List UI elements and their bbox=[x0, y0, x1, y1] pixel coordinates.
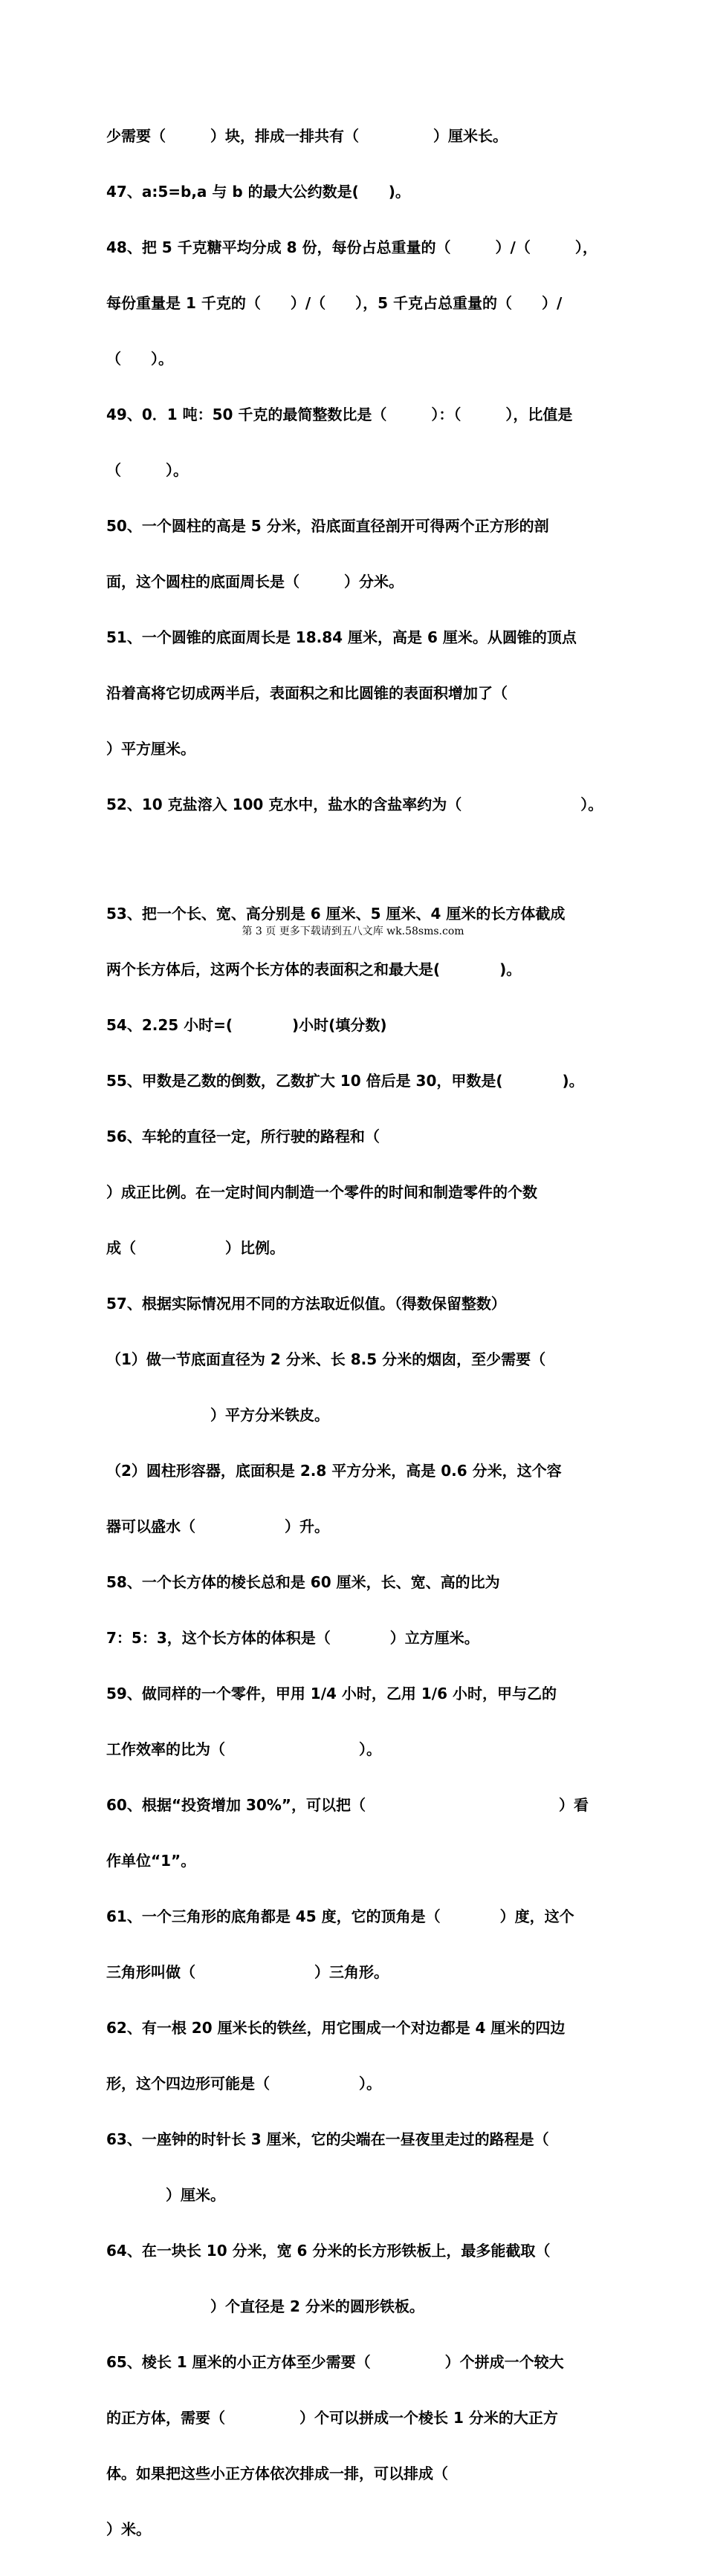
document-body bbox=[106, 90, 612, 2576]
text-line: （ ）。 bbox=[106, 461, 188, 479]
question-60: 60、根据“投资增加 30%”，可以把（ ）看 bbox=[106, 1796, 589, 1814]
text-line: （ ）。 bbox=[106, 350, 173, 368]
question-50: 50、一个圆柱的高是 5 分米，沿底面直径剖开可得两个正方形的剖 bbox=[106, 517, 549, 535]
text-line: ）成正比例。在一定时间内制造一个零件的时间和制造零件的个数 bbox=[106, 1183, 537, 1201]
blank-line bbox=[106, 851, 612, 868]
text-line: 沿着高将它切成两半后，表面积之和比圆锥的表面积增加了（ bbox=[106, 684, 508, 702]
text-line: 形，这个四边形可能是（ ）。 bbox=[106, 2075, 381, 2092]
question-59: 59、做同样的一个零件，甲用 1/4 小时，乙用 1/6 小时，甲与乙的 bbox=[106, 1685, 557, 1702]
question-64: 64、在一块长 10 分米，宽 6 分米的长方形铁板上，最多能截取（ bbox=[106, 2242, 551, 2260]
question-65: 65、棱长 1 厘米的小正方体至少需要（ ）个拼成一个较大 bbox=[106, 2353, 564, 2371]
text-line: ）平方厘米。 bbox=[106, 740, 195, 758]
text-line: （1）做一节底面直径为 2 分米、长 8.5 分米的烟囱，至少需要（ bbox=[106, 1350, 546, 1368]
question-56: 56、车轮的直径一定，所行驶的路程和（ bbox=[106, 1128, 380, 1145]
text-line: ）米。 bbox=[106, 2520, 151, 2538]
text-line: 成（ ）比例。 bbox=[106, 1239, 285, 1257]
question-62: 62、有一根 20 厘米长的铁丝，用它围成一个对边都是 4 厘米的四边 bbox=[106, 2019, 566, 2037]
text-line: 作单位“1”。 bbox=[106, 1852, 196, 1870]
text-line: ）厘米。 bbox=[106, 2186, 225, 2204]
question-55: 55、甲数是乙数的倒数，乙数扩大 10 倍后是 30，甲数是( )。 bbox=[106, 1072, 584, 1090]
text-line: 体。如果把这些小正方体依次排成一排，可以排成（ bbox=[106, 2465, 448, 2482]
question-48: 48、把 5 千克糖平均分成 8 份，每份占总重量的（ ）/（ ）， bbox=[106, 238, 597, 256]
text-line: 两个长方体后，这两个长方体的表面积之和最大是( )。 bbox=[106, 960, 522, 978]
text-line: 少需要（ ）块，排成一排共有（ ）厘米长。 bbox=[106, 127, 508, 145]
text-line: 的正方体，需要（ ）个可以拼成一个棱长 1 分米的大正方 bbox=[106, 2409, 558, 2427]
text-line: ）平方分米铁皮。 bbox=[106, 1406, 329, 1424]
question-61: 61、一个三角形的底角都是 45 度，它的顶角是（ ）度，这个 bbox=[106, 1907, 574, 1925]
question-47: 47、a:5=b,a 与 b 的最大公约数是( )。 bbox=[106, 183, 410, 201]
question-58: 58、一个长方体的棱长总和是 60 厘米，长、宽、高的比为 bbox=[106, 1573, 500, 1591]
text-line: 7：5：3，这个长方体的体积是（ ）立方厘米。 bbox=[106, 1629, 479, 1647]
text-line: 器可以盛水（ ）升。 bbox=[106, 1518, 329, 1535]
text-line: ）个直径是 2 分米的圆形铁板。 bbox=[106, 2297, 424, 2315]
text-line: 三角形叫做（ ）三角形。 bbox=[106, 1963, 389, 1981]
text-line: 面，这个圆柱的底面周长是（ ）分米。 bbox=[106, 573, 404, 591]
question-63: 63、一座钟的时针长 3 厘米，它的尖端在一昼夜里走过的路程是（ bbox=[106, 2130, 549, 2148]
page-footer: 第 3 页 更多下载请到五八文库 wk.58sms.com bbox=[242, 926, 464, 937]
question-51: 51、一个圆锥的底面周长是 18.84 厘米，高是 6 厘米。从圆锥的顶点 bbox=[106, 628, 577, 646]
text-line: （2）圆柱形容器，底面积是 2.8 平方分米，高是 0.6 分米，这个容 bbox=[106, 1462, 562, 1480]
question-49: 49、0．1 吨：50 千克的最简整数比是（ ）：（ ），比值是 bbox=[106, 406, 573, 423]
text-line: 工作效率的比为（ ）。 bbox=[106, 1740, 381, 1758]
question-54: 54、2.25 小时=( )小时(填分数) bbox=[106, 1016, 387, 1034]
text-line: 每份重量是 1 千克的（ ）/（ ），5 千克占总重量的（ ）/ bbox=[106, 294, 563, 312]
question-57: 57、根据实际情况用不同的方法取近似值。（得数保留整数） bbox=[106, 1295, 506, 1313]
question-52: 52、10 克盐溶入 100 克水中，盐水的含盐率约为（ ）。 bbox=[106, 796, 603, 813]
question-53: 53、把一个长、宽、高分别是 6 厘米、5 厘米、4 厘米的长方体截成 bbox=[106, 905, 566, 923]
